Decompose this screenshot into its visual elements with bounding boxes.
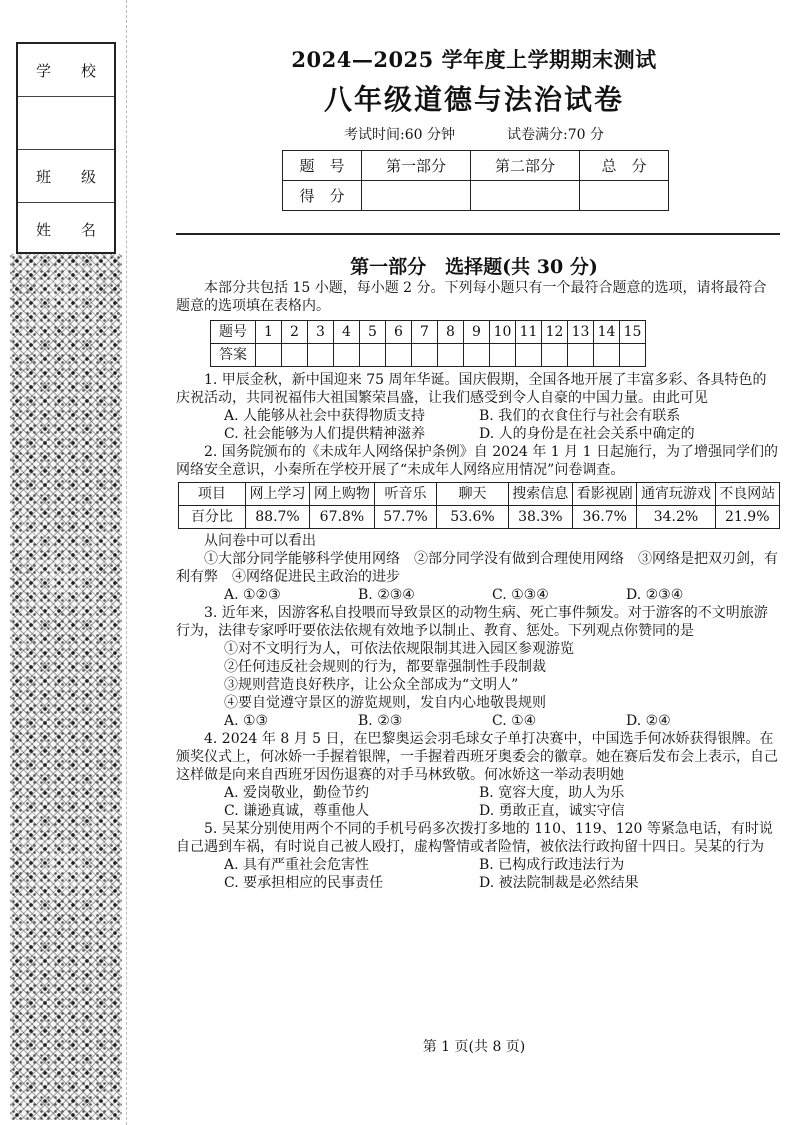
answer-cell[interactable] [490, 344, 516, 367]
answer-q-num: 1 [256, 321, 282, 344]
fold-line [126, 0, 127, 1125]
answer-a-label: 答案 [211, 344, 256, 367]
q4-options [176, 784, 780, 820]
name-label-char2: 名 [80, 220, 96, 239]
q5-options [176, 856, 780, 892]
q1-option-c[interactable]: C. 社会能够为人们提供精神滋养 [224, 426, 426, 442]
answer-q-num: 3 [308, 321, 334, 344]
class-field[interactable] [18, 150, 114, 203]
page-number: 第 1 页(共 8 页) [422, 1039, 526, 1055]
q2-lead: 从问卷中可以看出 [204, 533, 316, 549]
q2-option-d[interactable]: D. ②③④ [626, 587, 684, 603]
q2-survey-value: 88.7% [245, 506, 309, 529]
answer-cell[interactable] [594, 344, 620, 367]
part1-title: 第一部分 选择题(共 30 分) [350, 256, 598, 278]
q4-option-b[interactable]: B. 宽容大度，助人为乐 [479, 785, 625, 801]
q2-option-b[interactable]: B. ②③④ [358, 587, 415, 603]
q2-survey-value: 38.3% [508, 506, 572, 529]
q1-option-a[interactable]: A. 人能够从社会中获得物质支持 [224, 408, 426, 424]
q4-option-d[interactable]: D. 勇敢正直，诚实守信 [479, 803, 625, 819]
q2-survey-head: 不良网站 [715, 483, 779, 506]
score-part2-cell[interactable] [471, 181, 580, 211]
q3-stem: 3. 近年来，因游客私自投喂而导致景区的动物生病、死亡事件频发。对于游客的不文明旅游行为，法律专家呼吁要依法依规有效地予以制止、教育、惩处。下列观点你赞同的是 [176, 605, 768, 639]
q5-option-c[interactable]: C. 要承担相应的民事责任 [224, 875, 384, 891]
answer-cell[interactable] [308, 344, 334, 367]
exam-full-score: 试卷满分:70 分 [507, 127, 604, 143]
q2-option-a[interactable]: A. ①②③ [224, 587, 281, 603]
q2-options [176, 586, 780, 604]
answer-cell[interactable] [568, 344, 594, 367]
score-part2-head: 第二部分 [471, 151, 580, 181]
answer-table-number-row [211, 321, 646, 344]
score-total-head: 总 分 [580, 151, 669, 181]
binding-strip [0, 0, 128, 1125]
q2-items: ①大部分同学能够科学使用网络 ②部分同学没有做到合理使用网络 ③网络是把双刃剑，有利有弊 ④网络促进民主政治的进步 [176, 551, 778, 585]
q2-stem: 2. 国务院颁布的《未成年人网络保护条例》自 2024 年 1 月 1 日起施行，为了增强同学们的网络安全意识，小秦所在学校开展了“未成年人网络应用情况”问卷调查。 [176, 444, 778, 478]
school-field[interactable] [18, 44, 114, 97]
score-row-head: 得 分 [283, 181, 362, 211]
q4-stem: 4. 2024 年 8 月 5 日，在巴黎奥运会羽毛球女子单打决赛中，中国选手何冰娇获得银牌。在颁奖仪式上，何冰娇一手握着银牌，一手握着西班牙奥委会的徽章。她在赛后发布会上表示，自己这样做是向来自西班牙因伤退赛的对手马林致敬。何冰娇这一举动表明她 [176, 731, 778, 783]
answer-q-num: 7 [412, 321, 438, 344]
q2-survey-value: 34.2% [637, 506, 715, 529]
q2-option-c[interactable]: C. ①③④ [492, 587, 549, 603]
exam-time: 考试时间:60 分钟 [344, 127, 455, 143]
answer-cell[interactable] [412, 344, 438, 367]
q2-survey-value: 21.9% [715, 506, 779, 529]
answer-q-num: 13 [568, 321, 594, 344]
answer-cell[interactable] [464, 344, 490, 367]
answer-q-label: 题号 [211, 321, 256, 344]
q5-option-d[interactable]: D. 被法院制裁是必然结果 [479, 875, 639, 891]
answer-q-num: 10 [490, 321, 516, 344]
q3-item-1: ①对不文明行为人，可依法依规限制其进入园区参观游览 [224, 641, 574, 657]
q2-survey-value: 36.7% [573, 506, 637, 529]
decorative-border-pattern [10, 254, 122, 1120]
score-table [282, 150, 669, 211]
answer-q-num: 4 [334, 321, 360, 344]
q2-survey-head: 通宵玩游戏 [637, 483, 715, 506]
q2-survey-value: 百分比 [179, 506, 246, 529]
answer-q-num: 14 [594, 321, 620, 344]
q2-survey-head-row [179, 483, 780, 506]
q1-options [176, 407, 780, 443]
answer-q-num: 2 [282, 321, 308, 344]
exam-title: 2024—2025 学年度上学期期末测试 [291, 47, 657, 72]
answer-cell[interactable] [438, 344, 464, 367]
answer-q-num: 8 [438, 321, 464, 344]
school-blank[interactable] [18, 97, 114, 150]
answer-table-answer-row [211, 344, 646, 367]
q5-option-b[interactable]: B. 已构成行政违法行为 [479, 857, 625, 873]
q3-option-c[interactable]: C. ①④ [492, 713, 537, 729]
q3-item-4: ④要自觉遵守景区的游览规则，发自内心地敬畏规则 [224, 695, 546, 711]
school-label-char2: 校 [80, 61, 96, 80]
answer-cell[interactable] [542, 344, 568, 367]
name-label-char1: 姓 [36, 220, 52, 239]
score-part1-head: 第一部分 [362, 151, 471, 181]
exam-subtitle: 八年级道德与法治试卷 [323, 83, 624, 116]
answer-q-num: 12 [542, 321, 568, 344]
answer-cell[interactable] [334, 344, 360, 367]
answer-q-num: 6 [386, 321, 412, 344]
class-label-char1: 班 [36, 167, 52, 186]
answer-cell[interactable] [360, 344, 386, 367]
answer-cell[interactable] [386, 344, 412, 367]
q2-survey-head: 项目 [179, 483, 246, 506]
q2-survey-head: 听音乐 [374, 483, 437, 506]
q1-option-d[interactable]: D. 人的身份是在社会关系中确定的 [479, 426, 695, 442]
score-total-cell[interactable] [580, 181, 669, 211]
q2-survey-head: 网上购物 [310, 483, 374, 506]
exam-header [168, 40, 780, 211]
score-col-head: 题 号 [283, 151, 362, 181]
answer-cell[interactable] [516, 344, 542, 367]
answer-cell[interactable] [256, 344, 282, 367]
q5-option-a[interactable]: A. 具有严重社会危害性 [224, 857, 370, 873]
student-info-box [16, 42, 116, 254]
q2-survey-value-row [179, 506, 780, 529]
q1-stem: 1. 甲辰金秋，新中国迎来 75 周年华诞。国庆假期，全国各地开展了丰富多彩、各具特色的庆祝活动，共同祝福伟大祖国繁荣昌盛，让我们感受到令人自豪的中国力量。由此可见 [176, 372, 767, 406]
q3-options [176, 712, 780, 730]
q2-survey-head: 网上学习 [245, 483, 309, 506]
answer-table [210, 320, 646, 367]
score-part1-cell[interactable] [362, 181, 471, 211]
answer-cell[interactable] [282, 344, 308, 367]
exam-meta [168, 124, 780, 144]
q2-survey-value: 67.8% [310, 506, 374, 529]
q3-option-b[interactable]: B. ②③ [358, 713, 403, 729]
q4-option-a[interactable]: A. 爱岗敬业，勤俭节约 [224, 785, 370, 801]
answer-q-num: 9 [464, 321, 490, 344]
q3-item-2: ②任何违反社会规则的行为，都要靠强制性手段制裁 [224, 659, 546, 675]
q3-item-3: ③规则营造良好秩序，让公众全部成为“文明人” [224, 677, 519, 693]
q1-option-b[interactable]: B. 我们的衣食住行与社会有联系 [479, 408, 681, 424]
q2-survey-value: 53.6% [437, 506, 508, 529]
q2-survey-head: 聊天 [437, 483, 508, 506]
q2-survey-head: 搜索信息 [508, 483, 572, 506]
answer-q-num: 15 [620, 321, 646, 344]
answer-q-num: 11 [516, 321, 542, 344]
answer-q-num: 5 [360, 321, 386, 344]
question-body [176, 279, 780, 892]
school-label-char1: 学 [36, 61, 52, 80]
q4-option-c[interactable]: C. 谦逊真诚，尊重他人 [224, 803, 370, 819]
q3-option-a[interactable]: A. ①③ [224, 713, 269, 729]
q5-stem: 5. 吴某分别使用两个不同的手机号码多次拨打多地的 110、119、120 等紧急电话，有时说自己遇到车祸，有时说自己被人殴打，虚构警情或者险情，被依法行政拘留十四日。吴某的行为 [176, 821, 773, 855]
q2-survey-table [178, 482, 780, 529]
answer-cell[interactable] [620, 344, 646, 367]
q2-survey-value: 57.7% [374, 506, 437, 529]
part1-intro: 本部分共包括 15 小题，每小题 2 分。下列每小题只有一个最符合题意的选项，请将最符合题意的选项填在表格内。 [176, 280, 767, 314]
q2-survey-head: 看影视剧 [573, 483, 637, 506]
header-divider [176, 233, 780, 235]
name-field[interactable] [18, 203, 114, 255]
class-label-char2: 级 [80, 167, 96, 186]
q3-option-d[interactable]: D. ②④ [626, 713, 671, 729]
